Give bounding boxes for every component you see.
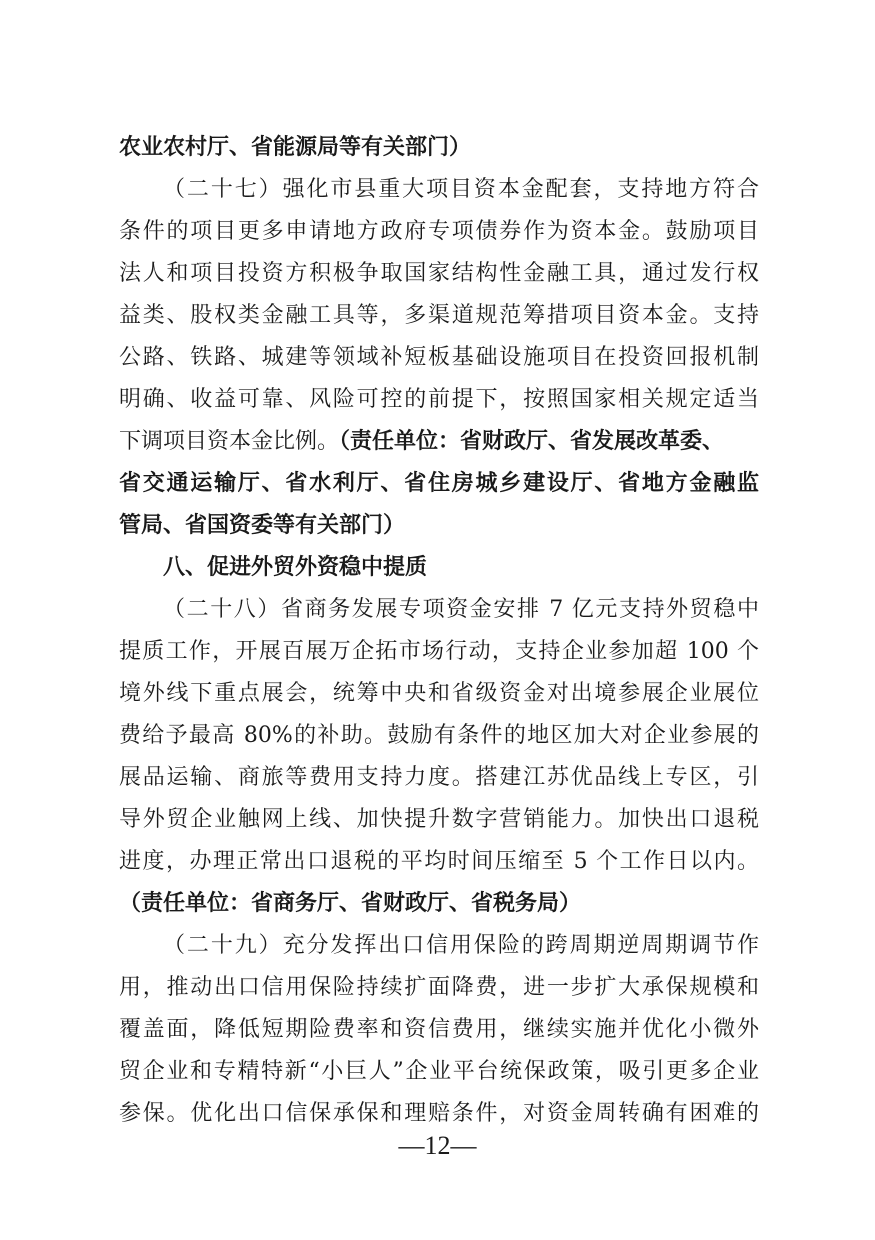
text-line: 进度，办理正常出口退税的平均时间压缩至 5 个工作日以内。 [119, 849, 759, 874]
text-line: 农业农村厅、省能源局等有关部门） [119, 135, 472, 160]
text-line: 境外线下重点展会，统筹中央和省级资金对出境参展企业展位 [119, 681, 759, 706]
text-line: 法人和项目投资方积极争取国家结构性金融工具，通过发行权 [119, 261, 759, 286]
text-line: 导外贸企业触网上线、加快提升数字营销能力。加快出口退税 [119, 807, 759, 832]
text-line: 用，推动出口信用保险持续扩面降费，进一步扩大承保规模和 [119, 975, 759, 1000]
text-line: 益类、股权类金融工具等，多渠道规范筹措项目资本金。支持 [119, 303, 759, 328]
responsible-units: （责任单位：省财政厅、省发展改革委、 [339, 429, 725, 454]
text-line: 提质工作，开展百展万企拓市场行动，支持企业参加超 100 个 [119, 639, 759, 664]
paragraph-29-line-1: （二十九）充分发挥出口信用保险的跨周期逆周期调节作 [163, 933, 759, 958]
text-line: 费给予最高 80%的补助。鼓励有条件的地区加大对企业参展的 [119, 723, 759, 748]
responsible-units: （责任单位：省商务厅、省财政厅、省税务局） [119, 891, 582, 916]
text-line: 明确、收益可靠、风险可控的前提下，按照国家相关规定适当 [119, 387, 759, 412]
text-line: 覆盖面，降低短期险费率和资信费用，继续实施并优化小微外 [119, 1017, 759, 1042]
text-line: 贸企业和专精特新“小巨人”企业平台统保政策，吸引更多企业 [119, 1059, 759, 1084]
text-segment: 下调项目资本金比例。 [119, 429, 340, 454]
page-number: —12— [398, 1131, 477, 1160]
text-line: 条件的项目更多申请地方政府专项债券作为资本金。鼓励项目 [119, 219, 759, 244]
paragraph-28-line-1: （二十八）省商务发展专项资金安排 7 亿元支持外贸稳中 [163, 597, 759, 622]
paragraph-27-line-1: （二十七）强化市县重大项目资本金配套，支持地方符合 [163, 177, 759, 202]
text-line: 展品运输、商旅等费用支持力度。搭建江苏优品线上专区，引 [119, 765, 759, 790]
responsible-units: 管局、省国资委等有关部门） [119, 513, 406, 538]
text-line [119, 422, 759, 462]
text-line: 参保。优化出口信保承保和理赔条件，对资金周转确有困难的 [119, 1101, 759, 1126]
text-line: 公路、铁路、城建等领域补短板基础设施项目在投资回报机制 [119, 345, 759, 370]
responsible-units: 省交通运输厅、省水利厅、省住房城乡建设厅、省地方金融监 [119, 471, 759, 496]
section-heading: 八、促进外贸外资稳中提质 [163, 555, 428, 580]
